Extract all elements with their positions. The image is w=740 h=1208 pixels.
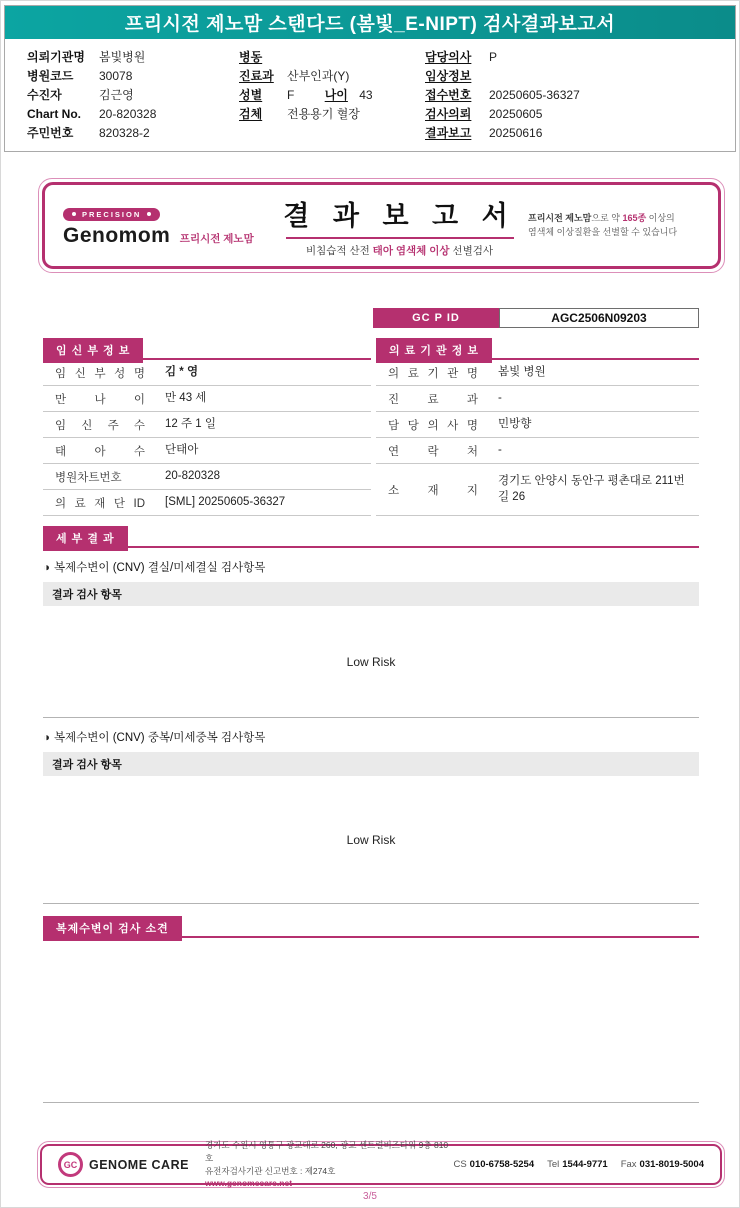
patient-header-block [4, 5, 736, 152]
info-row [239, 105, 373, 124]
info-row [27, 86, 156, 105]
genomom-logo [63, 203, 271, 248]
field-value: 전용용기 혈장 [287, 107, 360, 121]
result-table-header: 결과 검사 항목 [43, 582, 699, 606]
row-label: 태 아 수 [55, 445, 145, 458]
field-value: 43 [359, 88, 373, 102]
field-value: 봄빛병원 [99, 50, 146, 64]
footer-address [205, 1139, 454, 1190]
brand-name-kr: 프리시전 제노맘 [179, 233, 254, 245]
gcpid-label: GC P ID [373, 308, 499, 328]
patient-info-col3 [425, 48, 580, 143]
table-row [376, 360, 699, 386]
row-label: 담 당 의 사 명 [388, 419, 478, 432]
result-zone [43, 776, 699, 904]
block-heading: ◑ 복제수변이 (CNV) 중복/미세중복 검사항목 [43, 732, 266, 744]
genomecare-logo-icon: GC [58, 1152, 83, 1177]
footer [40, 1140, 722, 1189]
info-row [425, 67, 580, 86]
footer-address-line2: 유전자검사기관 신고번호 : 제274호 [204, 1165, 336, 1176]
field-label: 성별 [239, 88, 263, 102]
info-row [27, 124, 156, 143]
field-value: P [489, 50, 498, 64]
half-circle-icon: ◑ [43, 562, 50, 574]
section-header [43, 916, 699, 938]
field-label: 결과보고 [425, 126, 472, 140]
gcpid-value: AGC2506N09203 [499, 308, 699, 328]
report-letterhead [42, 182, 721, 269]
row-label: 의 료 재 단 ID [55, 497, 145, 510]
row-value: 만 43 세 [165, 391, 207, 404]
field-value: 20250616 [489, 126, 543, 140]
field-label: 의뢰기관명 [27, 50, 85, 64]
row-label: 임 신 부 성 명 [55, 367, 145, 380]
contact-tel: Tel 1544-9771 [547, 1159, 608, 1170]
footer-frame [37, 1141, 725, 1188]
field-value: 820328-2 [99, 126, 150, 140]
mother-info-table [43, 338, 371, 516]
field-label: 수진자 [27, 88, 62, 102]
field-value: F [287, 88, 295, 102]
field-label: 병원코드 [27, 69, 74, 83]
info-row [239, 48, 373, 67]
field-label: 검체 [239, 107, 263, 121]
genomecare-logo-text: GENOME CARE [89, 1157, 189, 1172]
row-value: 경기도 안양시 동안구 평촌대로 211번길 26 [498, 474, 685, 503]
row-value: 20-820328 [165, 469, 220, 482]
field-label: 병동 [239, 50, 263, 64]
field-value: 20-820328 [99, 107, 157, 121]
row-value: [SML] 20250605-36327 [165, 495, 286, 508]
mother-section-tab: 임 신 부 정 보 [43, 338, 143, 363]
table-row [43, 464, 371, 490]
field-value: 김근영 [99, 88, 134, 102]
result-zone [43, 606, 699, 718]
patient-info-area [5, 39, 735, 151]
detail-results-section [43, 526, 699, 904]
cnv-duplication-block [43, 729, 699, 904]
field-value: 30078 [99, 69, 133, 83]
opinion-empty-zone [43, 938, 699, 1103]
section-header [43, 338, 371, 360]
document-title: 프리시전 제노맘 스탠다드 (봄빛_E-NIPT) 검사결과보고서 [124, 14, 616, 35]
row-label: 임 신 주 수 [55, 419, 145, 432]
result-table-header: 결과 검사 항목 [43, 752, 699, 776]
contact-fax: Fax 031-8019-5004 [620, 1159, 704, 1170]
table-row [376, 438, 699, 464]
info-row [239, 86, 373, 105]
block-heading: ◑ 복제수변이 (CNV) 결실/미세결실 검사항목 [43, 562, 266, 574]
info-row [425, 48, 580, 67]
clinic-info-table [376, 338, 699, 516]
row-value: - [498, 391, 502, 404]
section-header [376, 338, 699, 360]
info-row [425, 86, 580, 105]
field-value: 20250605 [489, 107, 543, 121]
cnv-opinion-section [43, 916, 699, 1103]
result-text: Low Risk [346, 654, 396, 669]
field-label: 담당의사 [425, 50, 472, 64]
table-row [43, 438, 371, 464]
footer-contacts [453, 1159, 704, 1170]
field-label: 임상정보 [425, 69, 472, 83]
badge-dot-icon [147, 212, 151, 216]
report-body [43, 308, 699, 1103]
row-value: - [498, 443, 502, 456]
field-label: 나이 [324, 88, 348, 102]
field-value: 20250605-36327 [489, 88, 580, 102]
document-title-bar [5, 6, 735, 39]
result-text: Low Risk [346, 832, 396, 847]
info-row [239, 67, 373, 86]
row-label: 연 락 처 [388, 445, 478, 458]
footer-address-line1: 경기도 수원시 영통구 광교대로 260, 광교 센트럴비즈타워 9층 810호 [204, 1140, 449, 1163]
footer-website: www.genomecare.net [204, 1178, 293, 1189]
row-value: 12 주 1 일 [165, 417, 216, 430]
info-row [425, 105, 580, 124]
field-label: 검사의뢰 [425, 107, 472, 121]
title-underline [286, 237, 514, 239]
row-label: 병원차트번호 [55, 471, 122, 484]
table-row [43, 360, 371, 386]
row-value: 민방향 [498, 417, 532, 430]
half-circle-icon: ◑ [43, 732, 50, 744]
opinion-section-tab: 복제수변이 검사 소견 [43, 916, 182, 941]
section-header [43, 526, 699, 548]
precision-badge [63, 208, 160, 221]
badge-dot-icon [72, 212, 76, 216]
row-label: 만 나 이 [55, 393, 145, 406]
field-label: Chart No. [27, 107, 81, 121]
row-value: 김 * 영 [165, 365, 199, 378]
field-label: 주민번호 [27, 126, 74, 140]
table-row [43, 386, 371, 412]
row-label: 진 료 과 [388, 393, 478, 406]
table-row [376, 412, 699, 438]
info-row [27, 48, 156, 67]
report-title-block [271, 194, 528, 258]
cnv-deletion-block [43, 559, 699, 718]
precision-badge-label: PRECISION [82, 209, 142, 219]
info-tables [43, 338, 699, 516]
table-row [43, 412, 371, 438]
patient-info-col1 [27, 48, 156, 143]
table-row [43, 490, 371, 516]
field-label: 진료과 [239, 69, 274, 83]
clinic-section-tab: 의 료 기 관 정 보 [376, 338, 492, 363]
info-row [27, 105, 156, 124]
row-label: 의 료 기 관 명 [388, 367, 478, 380]
row-label: 소 재 지 [388, 484, 478, 497]
field-value: 산부인과(Y) [287, 69, 350, 83]
details-section-tab: 세 부 결 과 [43, 526, 128, 551]
info-row [425, 124, 580, 143]
row-value: 봄빛 병원 [498, 365, 546, 378]
brand-line [63, 224, 271, 248]
table-row [376, 464, 699, 516]
contact-cs: CS 010-6758-5254 [453, 1159, 535, 1170]
gcpid-row [373, 308, 699, 328]
patient-info-col2 [239, 48, 373, 124]
page-number: 3/5 [363, 1191, 377, 1202]
table-row [376, 386, 699, 412]
row-value: 단태아 [165, 443, 199, 456]
brand-name-en: Genomom [63, 224, 171, 247]
report-subtitle: 비침습적 산전 태아 염색체 이상 선별검사 [305, 244, 494, 257]
report-title: 결 과 보 고 서 [283, 200, 516, 231]
field-label: 접수번호 [425, 88, 472, 102]
info-row [27, 67, 156, 86]
report-letterhead-frame [38, 178, 725, 273]
report-tagline: 프리시전 제노맘으로 약 165종 이상의 염색체 이상질환을 선별할 수 있습니다 [528, 212, 678, 237]
